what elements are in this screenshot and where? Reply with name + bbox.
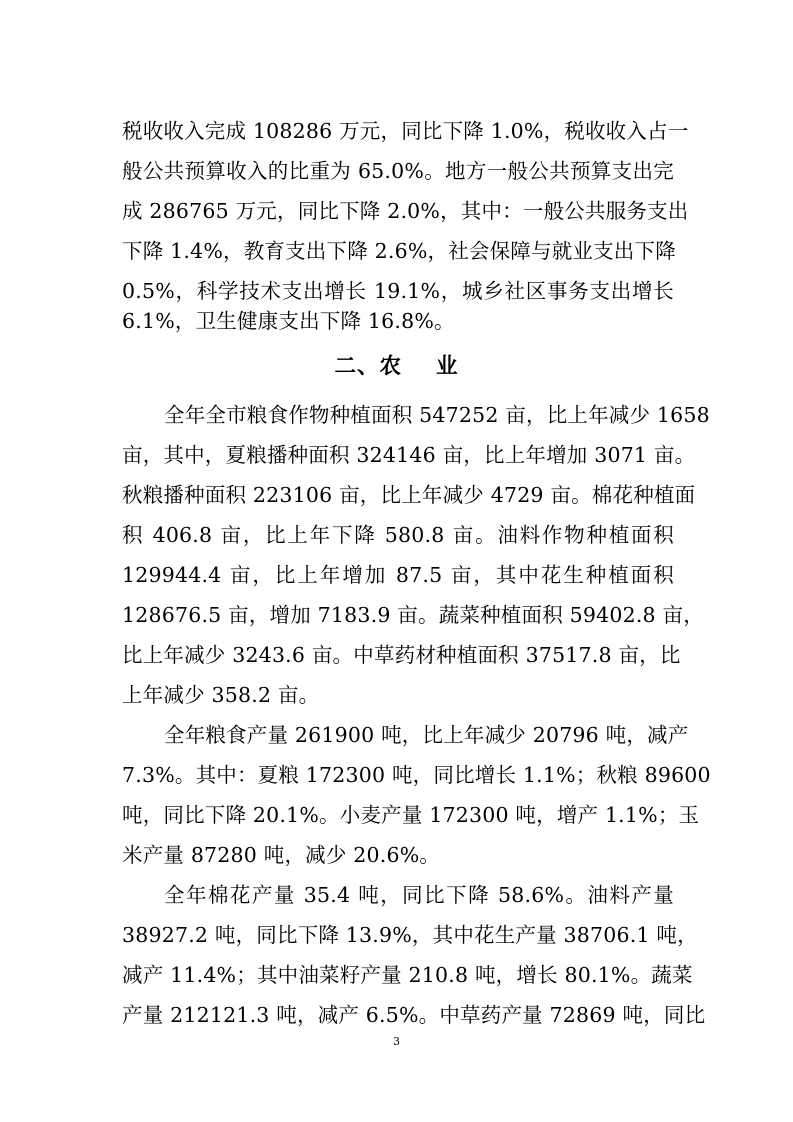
- page-number: 3: [393, 1035, 400, 1048]
- text-line: 产量 212121.3 吨，减产 6.5%。中草药产量 72869 吨，同比: [122, 1003, 706, 1027]
- text-line: 7.3%。其中：夏粮 172300 吨，同比增长 1.1%；秋粮 89600: [122, 763, 711, 787]
- text-line: 0.5%，科学技术支出增长 19.1%，城乡社区事务支出增长: [122, 279, 674, 303]
- text-line: 比上年减少 3243.6 亩。中草药材种植面积 37517.8 亩，比: [122, 643, 681, 667]
- text-line: 减产 11.4%；其中油菜籽产量 210.8 吨，增长 80.1%。蔬菜: [122, 963, 693, 987]
- text-line: 般公共预算收入的比重为 65.0%。地方一般公共预算支出完: [122, 159, 674, 183]
- text-line: 成 286765 万元，同比下降 2.0%，其中：一般公共服务支出: [122, 199, 689, 223]
- text-line: 上年减少 358.2 亩。: [122, 683, 320, 707]
- text-line: 税收收入完成 108286 万元，同比下降 1.0%，税收收入占一: [122, 119, 689, 143]
- text-line: 全年棉花产量 35.4 吨，同比下降 58.6%。油料产量: [164, 883, 674, 907]
- text-line: 全年粮食产量 261900 吨，比上年减少 20796 吨，减产: [164, 723, 689, 747]
- text-line: 38927.2 吨，同比下降 13.9%，其中花生产量 38706.1 吨，: [122, 923, 698, 947]
- text-line: 亩，其中，夏粮播种面积 324146 亩，比上年增加 3071 亩。: [122, 443, 696, 467]
- text-line: 下降 1.4%，教育支出下降 2.6%，社会保障与就业支出下降: [122, 239, 676, 263]
- text-line: 米产量 87280 吨，减少 20.6%。: [122, 843, 441, 867]
- text-line: 秋粮播种面积 223106 亩，比上年减少 4729 亩。棉花种植面: [122, 483, 696, 507]
- text-line: 128676.5 亩，增加 7183.9 亩。蔬菜种植面积 59402.8 亩，: [122, 603, 704, 627]
- text-line: 6.1%，卫生健康支出下降 16.8%。: [122, 309, 455, 333]
- text-line: 全年全市粮食作物种植面积 547252 亩，比上年减少 1658: [164, 403, 710, 427]
- text-line: 积 406.8 亩，比上年下降 580.8 亩。油料作物种植面积: [122, 523, 674, 547]
- text-line: 129944.4 亩，比上年增加 87.5 亩，其中花生种植面积: [122, 563, 674, 587]
- text-line: 吨，同比下降 20.1%。小麦产量 172300 吨，增产 1.1%；玉: [122, 803, 700, 827]
- section-heading: 二、农 业: [334, 354, 459, 379]
